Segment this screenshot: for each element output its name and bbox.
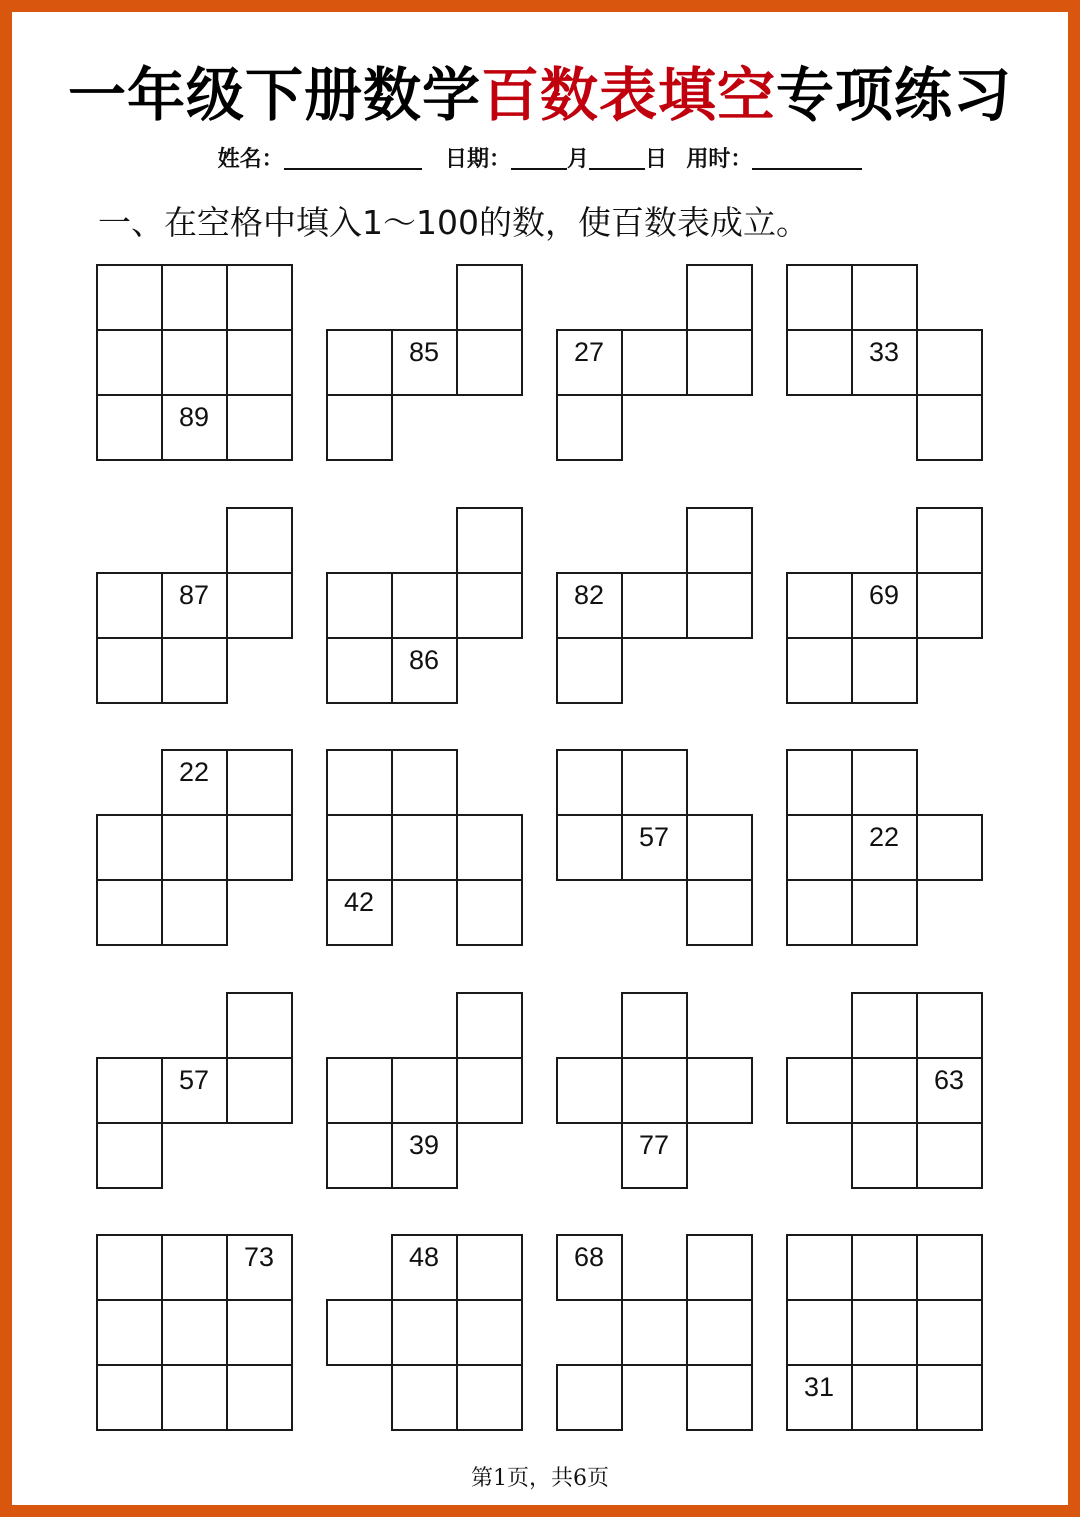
puzzle-2-given-number: 85 — [408, 337, 440, 367]
puzzle-12-cell[interactable] — [851, 749, 918, 816]
puzzle-1-cell[interactable] — [226, 394, 293, 461]
puzzle-4-cell[interactable] — [851, 264, 918, 331]
puzzle-16-cell[interactable] — [851, 1057, 918, 1124]
puzzle-15-given-number: 77 — [638, 1130, 670, 1160]
puzzle-18-given-number: 48 — [408, 1242, 440, 1272]
puzzle-14-cell[interactable] — [456, 992, 523, 1059]
puzzle-19-cell[interactable] — [556, 1364, 623, 1431]
puzzle-8-given-number: 69 — [868, 580, 900, 610]
puzzle-10-cell[interactable] — [456, 879, 523, 946]
puzzle-5-cell[interactable] — [226, 572, 293, 639]
puzzle-12-cell[interactable] — [786, 879, 853, 946]
puzzle-8-cell[interactable] — [786, 572, 853, 639]
title-part-1: 一年级下册数学 — [67, 61, 481, 129]
puzzle-15-cell[interactable] — [556, 1057, 623, 1124]
puzzle-1-cell[interactable] — [161, 329, 228, 396]
puzzle-17-cell[interactable] — [161, 1234, 228, 1301]
section-title: 一、在空格中填入1～100的数，使百数表成立。 — [98, 203, 809, 242]
puzzle-13-cell[interactable] — [226, 1057, 293, 1124]
puzzle-8-cell[interactable] — [851, 637, 918, 704]
puzzle-10-cell[interactable] — [391, 814, 458, 881]
puzzle-6-cell[interactable] — [456, 507, 523, 574]
puzzle-20-cell[interactable] — [851, 1234, 918, 1301]
puzzle-12-cell[interactable] — [916, 814, 983, 881]
puzzle-11-cell[interactable] — [686, 879, 753, 946]
puzzle-6-cell[interactable] — [391, 572, 458, 639]
puzzle-18-cell[interactable] — [391, 1364, 458, 1431]
puzzle-19-given-number: 68 — [573, 1242, 605, 1272]
puzzle-17-cell[interactable] — [96, 1234, 163, 1301]
puzzle-4-cell[interactable] — [786, 329, 853, 396]
puzzle-12-cell[interactable] — [851, 879, 918, 946]
puzzle-9-cell[interactable] — [226, 749, 293, 816]
puzzle-9-cell[interactable] — [226, 814, 293, 881]
puzzle-2-cell[interactable] — [456, 329, 523, 396]
puzzle-15-cell[interactable] — [686, 1057, 753, 1124]
puzzle-5-cell[interactable] — [161, 637, 228, 704]
puzzle-14-cell[interactable] — [326, 1122, 393, 1189]
puzzle-14-cell[interactable] — [326, 1057, 393, 1124]
puzzle-6-cell[interactable] — [326, 572, 393, 639]
puzzle-20-cell[interactable] — [786, 1299, 853, 1366]
puzzle-5-cell[interactable] — [226, 507, 293, 574]
puzzle-20-cell[interactable] — [916, 1364, 983, 1431]
day-label: 日 — [645, 147, 668, 172]
puzzle-20-given-number: 31 — [803, 1372, 835, 1402]
puzzle-9-given-number: 22 — [178, 757, 210, 787]
puzzle-17-cell[interactable] — [161, 1299, 228, 1366]
puzzle-5-given-number: 87 — [178, 580, 210, 610]
puzzle-8-cell[interactable] — [916, 572, 983, 639]
puzzle-18-cell[interactable] — [326, 1299, 393, 1366]
puzzle-20-cell[interactable] — [851, 1364, 918, 1431]
puzzle-20-cell[interactable] — [916, 1234, 983, 1301]
puzzle-12-given-number: 22 — [868, 822, 900, 852]
puzzle-10-cell[interactable] — [326, 749, 393, 816]
puzzle-1-cell[interactable] — [96, 394, 163, 461]
puzzle-8-cell[interactable] — [786, 637, 853, 704]
puzzle-16-cell[interactable] — [851, 1122, 918, 1189]
puzzle-9-cell[interactable] — [96, 879, 163, 946]
puzzle-20-cell[interactable] — [851, 1299, 918, 1366]
puzzle-10-cell[interactable] — [391, 749, 458, 816]
puzzle-13-cell[interactable] — [96, 1122, 163, 1189]
puzzle-1-given-number: 89 — [178, 402, 210, 432]
puzzle-16-cell[interactable] — [786, 1057, 853, 1124]
page-footer: 第1页，共6页 — [471, 1466, 609, 1491]
date-label: 日期： — [444, 147, 511, 172]
puzzle-6-cell[interactable] — [326, 637, 393, 704]
puzzle-10-cell[interactable] — [326, 814, 393, 881]
puzzle-17-cell[interactable] — [226, 1299, 293, 1366]
puzzle-20-cell[interactable] — [786, 1234, 853, 1301]
puzzle-1-cell[interactable] — [226, 264, 293, 331]
puzzle-16-given-number: 63 — [933, 1065, 965, 1095]
puzzle-14-cell[interactable] — [391, 1057, 458, 1124]
puzzle-19-cell[interactable] — [621, 1299, 688, 1366]
puzzle-10-given-number: 42 — [343, 887, 375, 917]
puzzle-16-cell[interactable] — [916, 992, 983, 1059]
puzzle-3-given-number: 27 — [573, 337, 605, 367]
puzzle-11-cell[interactable] — [686, 814, 753, 881]
puzzle-12-cell[interactable] — [786, 814, 853, 881]
puzzle-5-cell[interactable] — [96, 637, 163, 704]
puzzle-7-cell[interactable] — [686, 507, 753, 574]
puzzle-7-cell[interactable] — [556, 637, 623, 704]
puzzle-16-cell[interactable] — [851, 992, 918, 1059]
puzzle-18-cell[interactable] — [391, 1299, 458, 1366]
puzzle-1-cell[interactable] — [226, 329, 293, 396]
title-highlight: 百数表填空 — [480, 61, 776, 129]
puzzle-6-given-number: 86 — [408, 645, 440, 675]
puzzle-3-cell[interactable] — [686, 329, 753, 396]
puzzle-18-cell[interactable] — [456, 1299, 523, 1366]
puzzle-12-cell[interactable] — [786, 749, 853, 816]
time-label: 用时： — [686, 147, 753, 172]
puzzle-3-cell[interactable] — [556, 394, 623, 461]
puzzle-9-cell[interactable] — [96, 814, 163, 881]
puzzle-4-given-number: 33 — [868, 337, 900, 367]
puzzle-4-cell[interactable] — [786, 264, 853, 331]
puzzle-17-cell[interactable] — [96, 1299, 163, 1366]
puzzle-3-cell[interactable] — [686, 264, 753, 331]
puzzle-11-cell[interactable] — [556, 814, 623, 881]
puzzle-9-cell[interactable] — [161, 879, 228, 946]
puzzle-17-given-number: 73 — [243, 1242, 275, 1272]
puzzle-13-cell[interactable] — [226, 992, 293, 1059]
puzzle-4-cell[interactable] — [916, 394, 983, 461]
puzzle-18-cell[interactable] — [456, 1364, 523, 1431]
puzzle-15-cell[interactable] — [621, 992, 688, 1059]
puzzle-17-cell[interactable] — [226, 1364, 293, 1431]
puzzle-5-cell[interactable] — [96, 572, 163, 639]
puzzle-2-cell[interactable] — [456, 264, 523, 331]
puzzle-14-given-number: 39 — [408, 1130, 440, 1160]
name-label: 姓名： — [217, 147, 284, 172]
puzzle-17-cell[interactable] — [96, 1364, 163, 1431]
puzzle-4-cell[interactable] — [916, 329, 983, 396]
puzzle-11-cell[interactable] — [556, 749, 623, 816]
puzzle-18-cell[interactable] — [456, 1234, 523, 1301]
puzzle-13-given-number: 57 — [178, 1065, 210, 1095]
puzzle-15-cell[interactable] — [621, 1057, 688, 1124]
puzzle-19-cell[interactable] — [686, 1364, 753, 1431]
puzzle-20-cell[interactable] — [916, 1299, 983, 1366]
puzzle-7-given-number: 82 — [573, 580, 605, 610]
puzzle-11-cell[interactable] — [621, 749, 688, 816]
puzzle-2-cell[interactable] — [326, 329, 393, 396]
puzzle-3-cell[interactable] — [621, 329, 688, 396]
puzzle-13-cell[interactable] — [96, 1057, 163, 1124]
puzzle-10-cell[interactable] — [456, 814, 523, 881]
puzzle-1-cell[interactable] — [96, 264, 163, 331]
puzzle-9-cell[interactable] — [161, 814, 228, 881]
puzzle-11-given-number: 57 — [638, 822, 670, 852]
puzzle-1-cell[interactable] — [96, 329, 163, 396]
puzzle-17-cell[interactable] — [161, 1364, 228, 1431]
puzzle-7-cell[interactable] — [621, 572, 688, 639]
puzzle-2-cell[interactable] — [326, 394, 393, 461]
puzzle-6-cell[interactable] — [456, 572, 523, 639]
puzzle-19-cell[interactable] — [686, 1234, 753, 1301]
title-part-2: 专项练习 — [776, 61, 1013, 129]
puzzle-8-cell[interactable] — [916, 507, 983, 574]
puzzle-16-cell[interactable] — [916, 1122, 983, 1189]
puzzle-14-cell[interactable] — [456, 1057, 523, 1124]
month-label: 月 — [566, 147, 589, 172]
puzzle-19-cell[interactable] — [686, 1299, 753, 1366]
puzzle-1-cell[interactable] — [161, 264, 228, 331]
puzzle-7-cell[interactable] — [686, 572, 753, 639]
